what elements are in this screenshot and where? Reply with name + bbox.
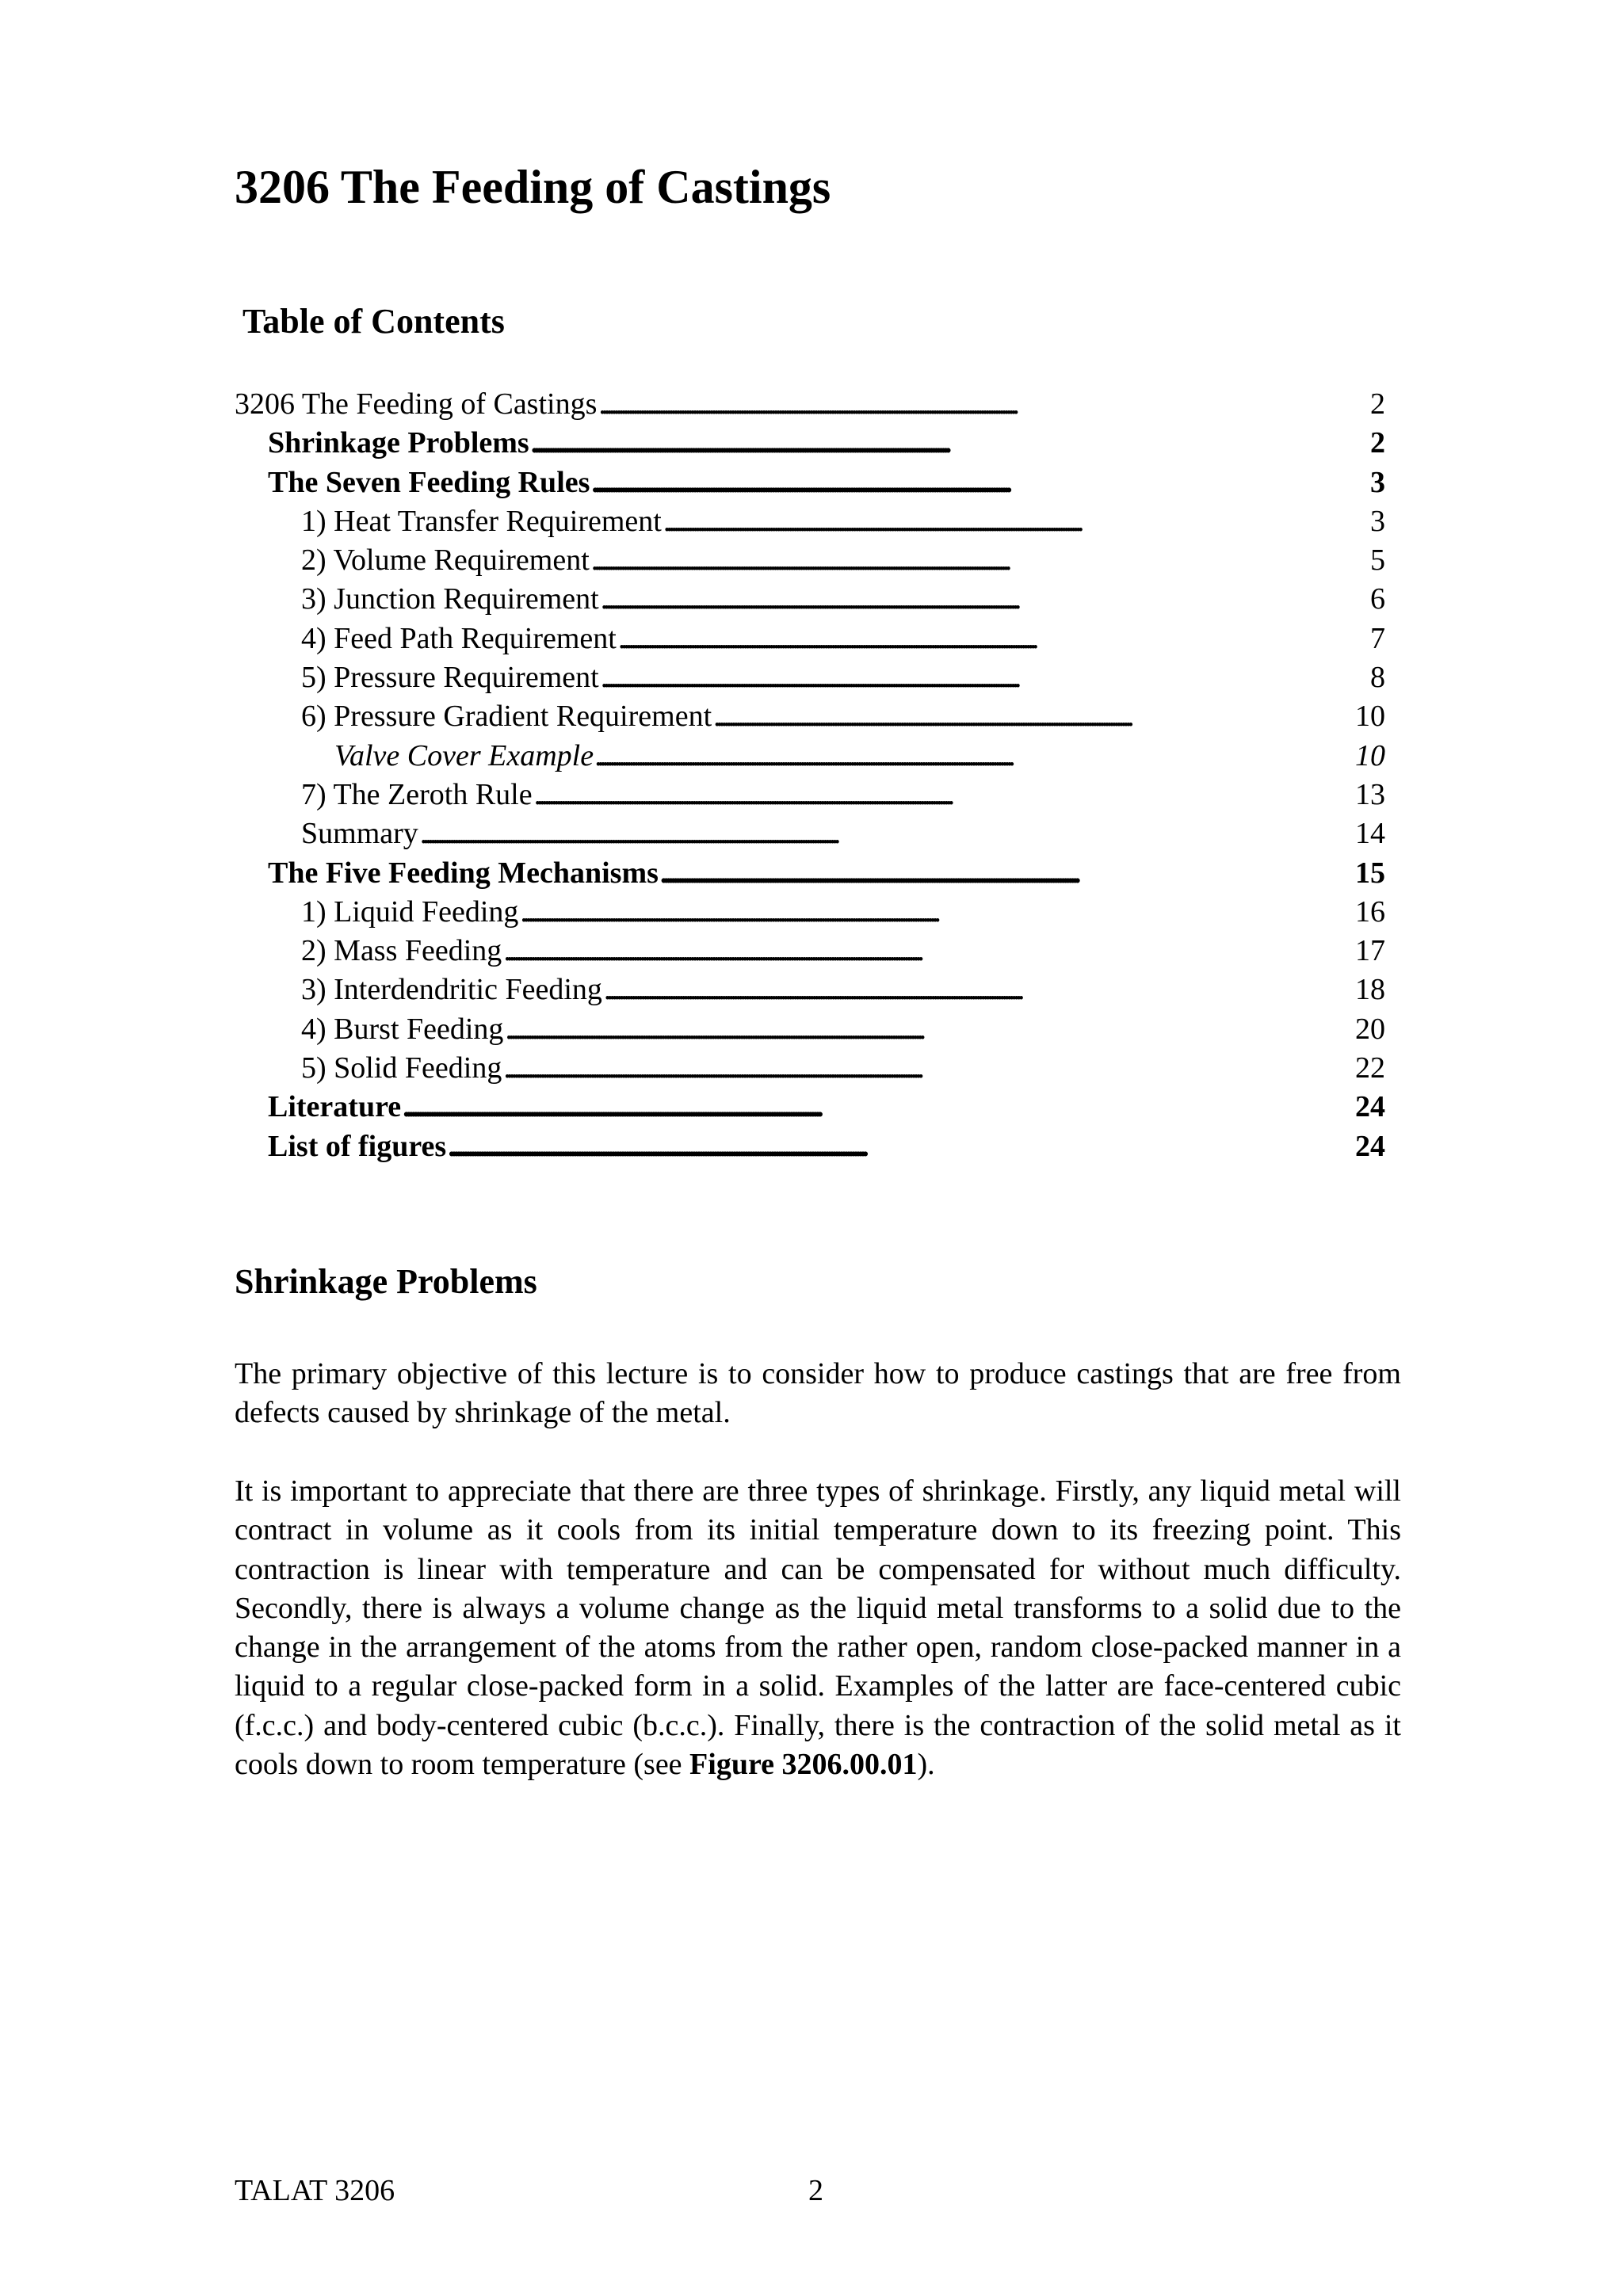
toc-entry-page: 18 bbox=[1355, 973, 1385, 1007]
toc-entry-page: 10 bbox=[1355, 700, 1385, 734]
toc-entry-page: 15 bbox=[1355, 856, 1385, 890]
toc-entry[interactable] bbox=[235, 1088, 1385, 1127]
paragraph-text: It is important to appreciate that there are three types of shrinkage. Firstly, any liquid metal will contract in volume as it cools from its initial temperature down to its freezing point. This contraction is linear with temperature and can be compensated for without much difficulty. Secondly, there is always a volume change as the liquid metal transforms to a solid due to the change in the arrangement of the atoms from the rather open, random close-packed manner in a liquid to a regular close-packed form in a solid. Examples of the latter are face-centered cubic (f.c.c.) and body-centered cubic (b.c.c.). Finally, there is the contraction of the solid metal as it cools down to room temperature (see bbox=[235, 1474, 1401, 1782]
toc-entry-label: List of figures bbox=[268, 1129, 447, 1163]
toc-dot-leader bbox=[591, 541, 1369, 580]
toc-entry-page: 24 bbox=[1355, 1090, 1385, 1124]
toc-entry-label: Shrinkage Problems bbox=[268, 426, 529, 460]
toc-dot-leader bbox=[503, 1049, 1354, 1088]
toc-entry[interactable] bbox=[235, 463, 1385, 502]
toc-entry-page: 7 bbox=[1370, 621, 1385, 655]
toc-entry-label: Summary bbox=[301, 817, 418, 851]
toc-entry-label: Literature bbox=[268, 1090, 402, 1124]
toc-dot-leader bbox=[531, 424, 1369, 463]
toc-entry-label: The Five Feeding Mechanisms bbox=[268, 856, 659, 890]
toc-entry[interactable] bbox=[235, 697, 1385, 736]
footer-document-id: TALAT 3206 bbox=[235, 2174, 395, 2207]
toc-entry-label: 6) Pressure Gradient Requirement bbox=[301, 700, 712, 734]
table-of-contents bbox=[235, 385, 1385, 1166]
toc-entry[interactable] bbox=[235, 1010, 1385, 1049]
toc-entry[interactable] bbox=[235, 971, 1385, 1009]
toc-entry-page: 14 bbox=[1355, 817, 1385, 851]
toc-entry-label: Valve Cover Example bbox=[334, 738, 594, 772]
paragraph-objective: The primary objective of this lecture is to consider how to produce castings that are free from defects caused by shrinkage of the metal. bbox=[235, 1357, 1401, 1430]
paragraph-shrinkage-types bbox=[235, 1472, 1401, 1784]
toc-entry-label: 3) Junction Requirement bbox=[301, 582, 599, 616]
toc-dot-leader bbox=[591, 463, 1369, 502]
toc-entry[interactable] bbox=[235, 620, 1385, 658]
toc-entry-page: 2 bbox=[1370, 387, 1385, 421]
toc-entry-label: 2) Mass Feeding bbox=[301, 934, 502, 968]
toc-dot-leader bbox=[618, 620, 1369, 658]
toc-dot-leader bbox=[505, 1010, 1354, 1049]
toc-dot-leader bbox=[663, 502, 1369, 541]
toc-dot-leader bbox=[598, 385, 1369, 424]
footer-page-number: 2 bbox=[808, 2174, 823, 2207]
toc-entry[interactable] bbox=[235, 1049, 1385, 1088]
toc-entry-page: 13 bbox=[1355, 777, 1385, 811]
toc-dot-leader bbox=[448, 1127, 1354, 1166]
toc-entry-label: 3206 The Feeding of Castings bbox=[235, 387, 598, 421]
toc-entry[interactable] bbox=[235, 854, 1385, 893]
toc-entry-page: 24 bbox=[1355, 1129, 1385, 1163]
toc-dot-leader bbox=[601, 658, 1369, 697]
toc-entry-label: 5) Pressure Requirement bbox=[301, 661, 599, 695]
toc-entry[interactable] bbox=[235, 932, 1385, 971]
toc-entry[interactable] bbox=[235, 814, 1385, 853]
figure-reference: Figure 3206.00.01 bbox=[689, 1748, 918, 1782]
toc-entry-page: 6 bbox=[1370, 582, 1385, 616]
toc-entry[interactable] bbox=[235, 658, 1385, 697]
toc-entry-label: 1) Heat Transfer Requirement bbox=[301, 504, 662, 538]
toc-entry-label: 4) Feed Path Requirement bbox=[301, 621, 617, 655]
toc-entry[interactable] bbox=[235, 1127, 1385, 1166]
toc-dot-leader bbox=[604, 971, 1354, 1009]
toc-entry[interactable] bbox=[235, 385, 1385, 424]
toc-entry-page: 22 bbox=[1355, 1051, 1385, 1085]
toc-entry-label: 3) Interdendritic Feeding bbox=[301, 973, 602, 1007]
toc-entry[interactable] bbox=[235, 424, 1385, 463]
section-heading-shrinkage-problems: Shrinkage Problems bbox=[235, 1262, 537, 1301]
toc-entry[interactable] bbox=[235, 737, 1385, 776]
toc-entry-page: 10 bbox=[1355, 738, 1385, 772]
toc-heading: Table of Contents bbox=[242, 302, 505, 341]
toc-entry[interactable] bbox=[235, 502, 1385, 541]
toc-entry-page: 17 bbox=[1355, 934, 1385, 968]
toc-dot-leader bbox=[534, 776, 1354, 814]
toc-dot-leader bbox=[660, 854, 1354, 893]
toc-dot-leader bbox=[520, 893, 1354, 932]
toc-dot-leader bbox=[503, 932, 1354, 971]
toc-dot-leader bbox=[403, 1088, 1354, 1127]
toc-dot-leader bbox=[420, 814, 1354, 853]
toc-entry-page: 3 bbox=[1370, 465, 1385, 499]
toc-entry-page: 5 bbox=[1370, 543, 1385, 578]
toc-entry-page: 8 bbox=[1370, 661, 1385, 695]
toc-entry[interactable] bbox=[235, 580, 1385, 619]
toc-entry-label: 7) The Zeroth Rule bbox=[301, 777, 533, 811]
toc-dot-leader bbox=[713, 697, 1354, 736]
toc-entry-page: 3 bbox=[1370, 504, 1385, 538]
toc-entry-label: 2) Volume Requirement bbox=[301, 543, 590, 578]
toc-entry-label: 1) Liquid Feeding bbox=[301, 894, 519, 929]
toc-entry-page: 16 bbox=[1355, 894, 1385, 929]
toc-entry-label: The Seven Feeding Rules bbox=[268, 465, 590, 499]
toc-entry[interactable] bbox=[235, 893, 1385, 932]
toc-entry-page: 20 bbox=[1355, 1012, 1385, 1046]
toc-dot-leader bbox=[601, 580, 1369, 619]
toc-entry-label: 4) Burst Feeding bbox=[301, 1012, 504, 1046]
toc-entry[interactable] bbox=[235, 776, 1385, 814]
paragraph-end: ). bbox=[917, 1748, 935, 1782]
document-title: 3206 The Feeding of Castings bbox=[235, 161, 831, 213]
toc-entry[interactable] bbox=[235, 541, 1385, 580]
toc-entry-page: 2 bbox=[1370, 426, 1385, 460]
toc-dot-leader bbox=[595, 737, 1354, 776]
toc-entry-label: 5) Solid Feeding bbox=[301, 1051, 502, 1085]
